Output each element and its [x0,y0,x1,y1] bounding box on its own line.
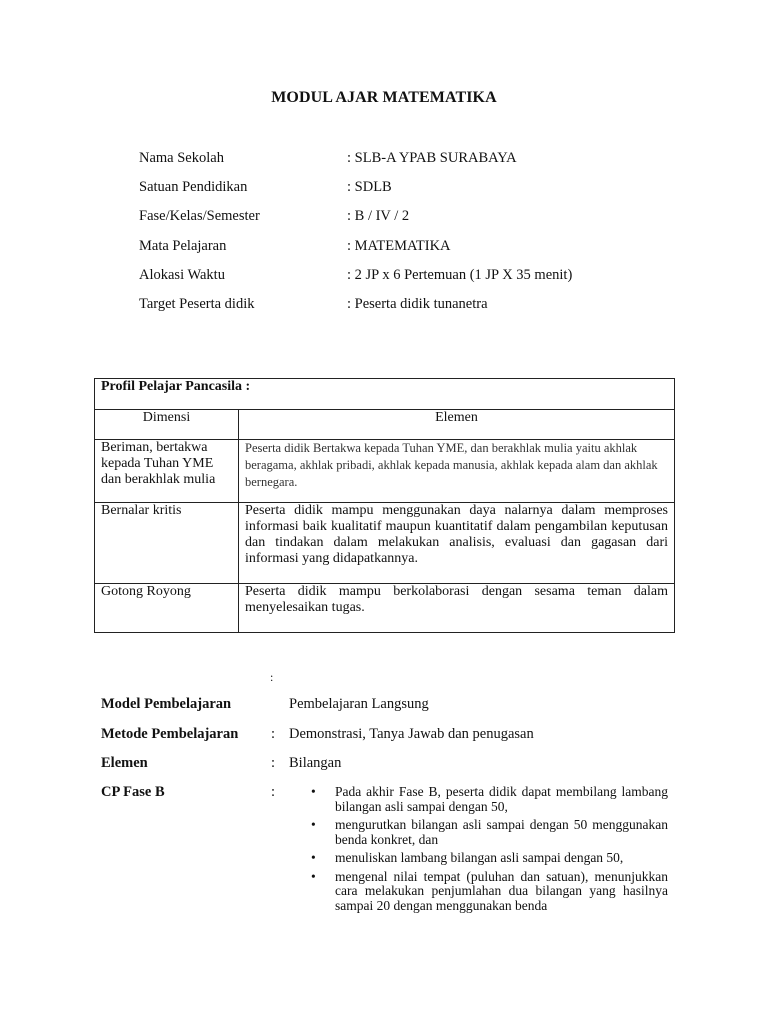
elemen-prefix: Peserta didik [245,441,310,455]
column-header-row [95,410,675,440]
table-row [95,584,675,633]
meta-label: CP Fase B [101,784,165,800]
meta-value: Pembelajaran Langsung [289,696,429,712]
list-item [308,785,668,814]
meta-colon: : [271,784,276,800]
info-value: : MATEMATIKA [347,237,451,254]
elemen-cell: Peserta didik mampu menggunakan daya nalarnya dalam memproses informasi baik kualitatif maupun kuantitatif dalam pengambilan keputusan dan tindakan dalam melakukan analisis, evaluasi dan gagasan dari informasi yang didapatkannya. [239,503,675,584]
info-label: Satuan Pendidikan [139,179,248,196]
bullet-icon: • [311,850,316,865]
info-value: : B / IV / 2 [347,208,410,225]
column-header-dimensi: Dimensi [95,410,239,440]
info-row-subject [139,238,572,267]
meta-row-element [101,755,681,772]
bullet-icon: • [311,817,316,832]
info-row-school [139,150,572,179]
dimensi-cell: Gotong Royong [95,584,239,633]
table-heading-row [95,379,675,410]
info-row-time [139,267,572,296]
info-label: Target Peserta didik [139,295,255,312]
info-label: Fase/Kelas/Semester [139,208,260,225]
table-row [95,440,675,503]
info-row-unit [139,179,572,208]
meta-value: Demonstrasi, Tanya Jawab dan penugasan [289,726,534,742]
meta-label: Model Pembelajaran [101,696,232,712]
info-label: Alokasi Waktu [139,266,225,283]
identity-block [139,150,572,325]
list-item [308,818,668,847]
dimensi-cell: Beriman, bertakwa kepada Tuhan YME dan berakhlak mulia [95,440,239,503]
info-row-phase [139,208,572,237]
cp-text: mengenal nilai tempat (puluhan dan satuan), menunjukkan cara melakukan penjumlahan dua bilangan yang hasilnya sampai 20 dengan menggunakan benda [335,868,668,913]
cp-text: menuliskan lambang bilangan asli sampai dengan 50, [335,850,624,865]
info-value: : Peserta didik tunanetra [347,295,488,312]
meta-colon [271,696,289,713]
meta-label: Metode Pembelajaran [101,726,239,742]
stray-colon: : [270,670,274,684]
meta-colon: : [271,726,276,742]
meta-label: Elemen [101,755,148,771]
elemen-cell [239,440,675,503]
list-item [308,870,668,914]
cp-text: Pada akhir Fase B, peserta didik dapat membilang lambang bilangan asli sampai dengan 50, [335,784,668,814]
profil-pancasila-table [94,378,675,633]
elemen-text: Bertakwa kepada Tuhan YME, dan berakhlak mulia yaitu akhlak beragama, akhlak pribadi, akhlak kepada manusia, akhlak kepada alam dan akhlak bernegara. [245,441,658,489]
meta-value: Bilangan [289,755,342,771]
info-row-target [139,296,572,325]
dimensi-cell: Bernalar kritis [95,503,239,584]
table-row [95,503,675,584]
meta-colon: : [271,755,276,771]
info-value: : SDLB [347,179,392,196]
cp-text: mengurutkan bilangan asli sampai dengan 50 menggunakan benda konkret, dan [335,817,668,847]
bullet-icon: • [311,868,316,884]
table-heading: Profil Pelajar Pancasila : [95,379,675,410]
list-item [308,851,668,866]
info-label: Mata Pelajaran [139,237,227,254]
bullet-icon: • [311,784,316,799]
meta-row-method [101,726,681,743]
cp-list [308,785,668,917]
info-value: : SLB-A YPAB SURABAYA [347,150,517,166]
info-value: : 2 JP x 6 Pertemuan (1 JP X 35 menit) [347,266,573,283]
elemen-cell: Peserta didik mampu berkolaborasi dengan sesama teman dalam menyelesaikan tugas. [239,584,675,633]
info-label: Nama Sekolah [139,150,224,166]
column-header-elemen: Elemen [239,410,675,440]
document-title: MODUL AJAR MATEMATIKA [271,89,497,106]
meta-row-model [101,696,681,713]
